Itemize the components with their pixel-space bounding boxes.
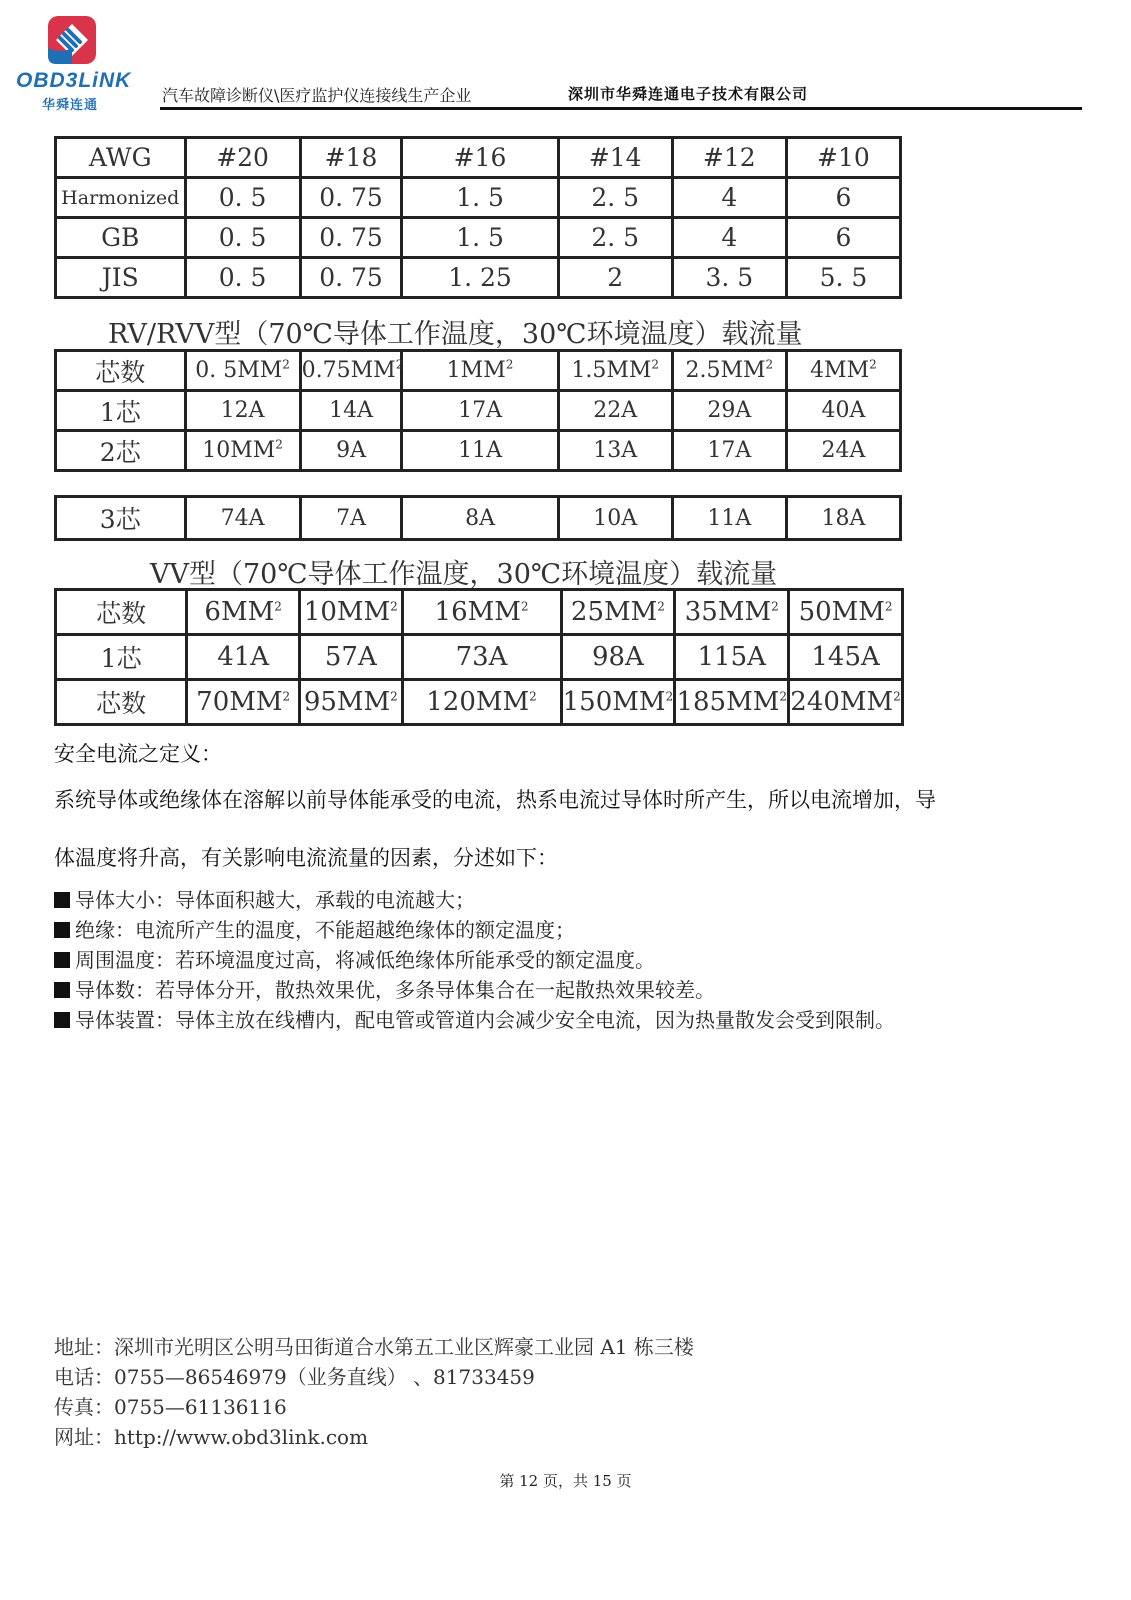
table-cell: 2芯 [56,431,186,471]
awg-conversion-table [54,136,902,299]
table-cell [185,351,300,391]
list-item-text: 绝缘：电流所产生的温度，不能超越绝缘体的额定温度； [75,918,575,942]
superscript: 2 [893,689,901,704]
superscript: 2 [275,437,283,452]
superscript: 2 [390,599,398,614]
table-row [56,218,901,258]
table-cell: Harmonized [56,178,186,218]
table-cell [402,351,558,391]
contact-footer [54,1332,694,1452]
table-cell: 芯数 [56,590,187,635]
table-cell: 0. 75 [300,218,402,258]
logo-mark-icon [46,14,98,66]
definition-paragraph: 系统导体或绝缘体在溶解以前导体能承受的电流，热系电流过导体时所产生，所以电流增加，导 [54,788,936,812]
superscript: 2 [390,689,398,704]
table-cell: 40A [786,391,900,431]
superscript: 2 [520,599,529,614]
table-row [56,138,901,178]
table-cell: 17A [672,431,786,471]
table-cell: 18A [786,497,900,540]
table-cell [789,680,903,725]
table-cell: 1. 5 [402,218,558,258]
list-item-text: 导体大小：导体面积越大，承载的电流越大； [75,888,475,912]
cell-value: 0.75MM [301,358,396,383]
superscript: 2 [505,357,514,372]
table-cell: 4 [672,218,786,258]
table-cell: 73A [402,635,561,680]
footer-phone: 电话：0755—86546979（业务直线） 、81733459 [54,1365,535,1389]
superscript: 2 [529,689,537,704]
cell-value: 240MM [790,687,894,717]
table-cell: #20 [185,138,300,178]
page-number: 第 12 页，共 15 页 [499,1472,632,1490]
table-cell: 11A [402,431,558,471]
rv-current-table-3core [54,495,902,541]
cell-value: 50MM [798,597,885,627]
table-cell: 17A [402,391,558,431]
table-cell: 6 [786,218,900,258]
square-bullet-icon [54,922,70,938]
table-cell: 芯数 [56,680,187,725]
table-cell: 0. 5 [185,218,300,258]
table-cell: 0. 5 [185,178,300,218]
table-header-row [56,590,903,635]
table-row [56,497,901,540]
rv-table-caption: RV/RVV型（70℃导体工作温度，30℃环境温度）载流量 [108,319,803,350]
table-row [56,391,901,431]
table-cell: 74A [185,497,300,540]
table-cell: #10 [786,138,900,178]
table-cell: #16 [402,138,558,178]
table-cell: #18 [300,138,402,178]
table-row [56,431,901,471]
company-logo [14,14,132,113]
superscript: 2 [657,599,665,614]
table-cell: 98A [561,635,675,680]
table-cell: 7A [300,497,402,540]
table-cell [675,590,789,635]
table-cell: JIS [56,258,186,298]
cell-value: 0. 5MM [195,358,283,383]
superscript: 2 [395,357,404,372]
table-cell [786,351,900,391]
table-cell: 1芯 [56,391,186,431]
footer-fax: 传真：0755—61136116 [54,1395,287,1419]
cell-value: 120MM [426,687,530,717]
table-header-row [56,351,901,391]
list-item [54,975,895,1005]
vv-current-table [54,588,904,726]
table-cell [402,590,561,635]
list-item [54,1005,895,1035]
list-item [54,915,895,945]
list-item [54,885,895,915]
table-cell: 0. 75 [300,258,402,298]
table-cell [300,680,403,725]
table-cell [300,351,402,391]
table-cell: 14A [300,391,402,431]
square-bullet-icon [54,982,70,998]
table-cell: AWG [56,138,186,178]
superscript: 2 [282,357,290,372]
superscript: 2 [884,599,893,614]
table-cell [187,680,300,725]
superscript: 2 [779,689,787,704]
logo-subtitle: 华舜连通 [42,98,99,113]
table-cell: 2 [558,258,672,298]
cell-value: 10MM [202,438,276,463]
rv-current-table [54,349,902,472]
table-cell: 12A [185,391,300,431]
superscript: 2 [282,689,291,704]
cell-value: 70MM [196,687,283,717]
factor-list [54,885,895,1035]
superscript: 2 [765,357,774,372]
list-item [54,945,895,975]
table-cell: 1. 5 [402,178,558,218]
table-cell [300,590,403,635]
cell-value: 150MM [562,687,666,717]
superscript: 2 [869,357,877,372]
list-item-text: 导体装置：导体主放在线槽内，配电管或管道内会减少安全电流，因为热量散发会受到限制。 [75,1008,895,1032]
table-cell [675,680,789,725]
table-cell: 0. 5 [185,258,300,298]
cell-value: 16MM [434,597,521,627]
table-cell: 22A [558,391,672,431]
table-cell: 9A [300,431,402,471]
table-cell: 29A [672,391,786,431]
table-cell: 24A [786,431,900,471]
square-bullet-icon [54,892,70,908]
table-row [56,178,901,218]
header-tagline: 汽车故障诊断仪\医疗监护仪连接线生产企业 [162,86,472,105]
cell-value: 10MM [303,597,391,627]
table-cell: 115A [675,635,789,680]
cell-value: 35MM [684,597,772,627]
table-cell: #14 [558,138,672,178]
logo-text: OBD3LiNK [16,69,132,92]
definition-title: 安全电流之定义： [54,742,222,766]
table-cell [187,590,300,635]
table-cell: 3芯 [56,497,186,540]
superscript: 2 [651,357,660,372]
table-cell [561,590,675,635]
header-divider [160,107,1082,110]
cell-value: 1.5MM [571,358,652,383]
cell-value: 25MM [570,597,658,627]
table-cell [789,590,903,635]
table-row [56,635,903,680]
table-cell: 2. 5 [558,218,672,258]
table-cell: 41A [187,635,300,680]
cell-value: 6MM [204,597,275,627]
table-cell [672,351,786,391]
table-cell: 1芯 [56,635,187,680]
table-cell: 3. 5 [672,258,786,298]
table-cell: 8A [402,497,558,540]
footer-website: 网址：http://www.obd3link.com [54,1425,369,1449]
table-cell [558,351,672,391]
table-header-row [56,680,903,725]
square-bullet-icon [54,952,70,968]
table-cell: 0. 75 [300,178,402,218]
table-cell: 芯数 [56,351,186,391]
footer-address: 地址：深圳市光明区公明马田街道合水第五工业区辉豪工业园 A1 栋三楼 [54,1335,694,1359]
vv-table-caption: VV型（70℃导体工作温度，30℃环境温度）载流量 [150,559,778,590]
table-cell: 145A [789,635,903,680]
table-cell: #12 [672,138,786,178]
table-cell: 11A [672,497,786,540]
table-row [56,258,901,298]
table-cell [561,680,675,725]
cell-value: 1MM [446,358,506,383]
table-cell: 13A [558,431,672,471]
cell-value: 185MM [676,687,780,717]
cell-value: 2.5MM [685,358,766,383]
superscript: 2 [665,689,674,704]
table-cell: 10A [558,497,672,540]
table-cell [402,680,561,725]
definition-paragraph: 体温度将升高，有关影响电流流量的因素，分述如下： [54,846,558,870]
table-cell: 1. 25 [402,258,558,298]
square-bullet-icon [54,1012,70,1028]
superscript: 2 [274,599,282,614]
table-cell: 5. 5 [786,258,900,298]
cell-value: 4MM [810,358,870,383]
table-cell [185,431,300,471]
list-item-text: 导体数：若导体分开，散热效果优，多条导体集合在一起散热效果较差。 [75,978,715,1002]
table-cell: 2. 5 [558,178,672,218]
table-cell: 4 [672,178,786,218]
superscript: 2 [771,599,779,614]
header-company-name: 深圳市华舜连通电子技术有限公司 [568,85,809,103]
list-item-text: 周围温度：若环境温度过高，将减低绝缘体所能承受的额定温度。 [75,948,655,972]
cell-value: 95MM [303,687,391,717]
table-cell: GB [56,218,186,258]
table-cell: 57A [300,635,403,680]
table-cell: 6 [786,178,900,218]
